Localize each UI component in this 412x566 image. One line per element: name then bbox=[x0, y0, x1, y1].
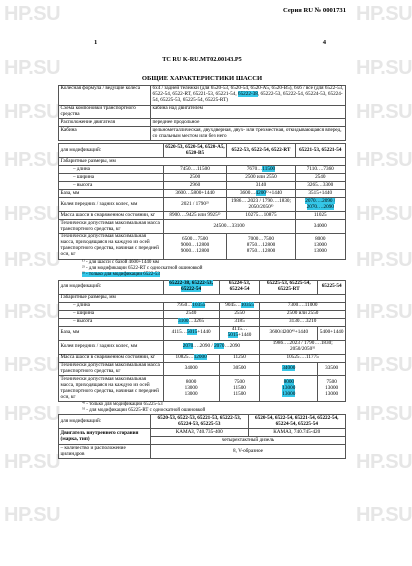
table-row bbox=[59, 376, 346, 402]
modification-cell: 6520-53, 6520-54, 6520-A5, 6520-B5 bbox=[163, 144, 227, 158]
text-segment: 11250 bbox=[233, 354, 246, 361]
table-cell bbox=[295, 190, 345, 198]
table-row bbox=[59, 294, 346, 302]
cell-line: 6500…7500 bbox=[182, 236, 208, 243]
row-label: – высота bbox=[59, 318, 164, 326]
row-label: Колея передних / задних колес, мм bbox=[59, 198, 164, 212]
text-segment: 13000 bbox=[325, 390, 339, 397]
highlighted-text: 10355 bbox=[240, 302, 254, 309]
text-segment: 11500 bbox=[233, 384, 246, 391]
spec-table-1 bbox=[58, 143, 346, 260]
table-cell bbox=[260, 326, 318, 340]
table-row bbox=[59, 326, 346, 340]
watermark: HP.SU bbox=[356, 203, 412, 225]
table-cell bbox=[318, 326, 346, 340]
general-table bbox=[58, 85, 346, 142]
text-segment: 1986….2023 / 1790….1830; 2050/2050³⁾ bbox=[231, 197, 291, 210]
text-segment: 13000 bbox=[325, 384, 339, 391]
table-cell bbox=[260, 340, 346, 354]
text-segment: ¹⁾+1440 bbox=[265, 189, 283, 196]
document-page bbox=[58, 6, 346, 459]
row-label: База, мм bbox=[59, 326, 164, 340]
modifications-label: для модификаций: bbox=[59, 415, 151, 429]
table-cell: 2960 bbox=[163, 182, 227, 190]
modifications-label: для модификаций: bbox=[59, 144, 164, 158]
text-segment: 1986….2023 / 1790….1830; 2050/2050⁵⁾ bbox=[272, 340, 333, 353]
text-segment: 7500 bbox=[326, 378, 337, 385]
text-segment: +1440 bbox=[238, 332, 252, 339]
text-segment: 2021 / 1790²⁾ bbox=[181, 200, 209, 207]
text-segment: …2090 bbox=[224, 343, 241, 350]
text-segment: 3600…5800+1440 bbox=[175, 189, 215, 196]
cell-line bbox=[320, 392, 344, 398]
table-cell: 2500 или 2550 bbox=[260, 310, 346, 318]
table-row bbox=[59, 85, 346, 105]
table-cell bbox=[295, 233, 345, 259]
text-segment: 5400+1440 bbox=[319, 329, 344, 336]
table-cell bbox=[219, 376, 260, 402]
watermark: HP.SU bbox=[4, 203, 61, 225]
row-label: – ширина bbox=[59, 174, 164, 182]
table-row bbox=[59, 280, 346, 294]
table-cell: 2500 или 2550 bbox=[227, 174, 295, 182]
table-cell: 2540 bbox=[295, 174, 345, 182]
modification-cell: 6522-53, 6522-54, 6522-RT bbox=[227, 144, 295, 158]
watermark: HP.SU bbox=[356, 57, 412, 79]
text-segment: 3600/4200⁴⁾+1440 bbox=[269, 329, 309, 336]
table-cell bbox=[260, 302, 346, 310]
table-cell: 8, V-образное bbox=[151, 445, 346, 459]
highlighted-text: 8000 bbox=[283, 378, 294, 385]
table-cell bbox=[163, 166, 227, 174]
text-segment: 7300….11000 bbox=[287, 302, 318, 309]
watermark: HP.SU bbox=[356, 249, 412, 271]
text-segment: 33500 bbox=[325, 365, 339, 371]
text-segment: 9045… bbox=[225, 302, 241, 309]
watermark: HP.SU bbox=[356, 354, 412, 376]
table-cell bbox=[260, 376, 318, 402]
table-cell bbox=[163, 376, 219, 402]
text-segment: ….2090 / bbox=[193, 343, 215, 350]
watermark: HP.SU bbox=[4, 504, 61, 526]
cell-line: 13000 bbox=[313, 248, 327, 255]
row-label: Масса шасси в снаряженном состоянии, кг bbox=[59, 212, 164, 220]
row-label: Кабина bbox=[59, 127, 151, 141]
cell-line: 7000…7500 bbox=[248, 236, 274, 243]
watermark: HP.SU bbox=[4, 3, 61, 25]
watermark: HP.SU bbox=[356, 504, 412, 526]
table-cell bbox=[295, 198, 345, 212]
spec-table-3 bbox=[58, 414, 346, 459]
table-cell bbox=[318, 376, 346, 402]
modifications-label: для модификаций: bbox=[59, 280, 164, 294]
table-cell bbox=[227, 198, 295, 212]
text-segment: переднее продольное bbox=[152, 118, 200, 125]
text-segment: 3515+1440 bbox=[308, 189, 333, 196]
text-segment: ⁴⁾ - только для модификации 65225-53 bbox=[82, 402, 163, 408]
table-cell bbox=[227, 166, 295, 174]
text-segment: +1440 bbox=[197, 329, 211, 336]
text-segment: ²⁾ - для модификации 6522-RT с односкатной ошиновкой bbox=[82, 265, 203, 271]
table-cell bbox=[219, 302, 260, 310]
table-row bbox=[59, 105, 346, 119]
highlighted-text: 5015 bbox=[186, 329, 198, 336]
text-segment: кабина над двигателем bbox=[152, 105, 203, 112]
row-label: – количество и расположение цилиндров bbox=[59, 445, 151, 459]
cell-line: 13000 bbox=[313, 242, 327, 249]
table-row bbox=[59, 174, 346, 182]
table-cell: 2550 bbox=[219, 310, 260, 318]
left-number: 1 bbox=[94, 38, 98, 46]
row-label: Колея передних / задних колес, мм bbox=[59, 340, 164, 354]
text-segment: 11500 bbox=[233, 390, 246, 397]
cell-line bbox=[221, 392, 258, 398]
table-row bbox=[59, 429, 346, 437]
table-row bbox=[59, 220, 346, 234]
modification-cell bbox=[219, 280, 260, 294]
highlighted-text: 10355 bbox=[192, 302, 206, 309]
cell-line: 8750…12800 bbox=[246, 242, 276, 249]
table-cell: 11025 bbox=[295, 212, 345, 220]
table-row bbox=[59, 144, 346, 158]
spec-table-2 bbox=[58, 280, 346, 402]
row-label: Технически допустимая максимальная масса транспортного средства, кг bbox=[59, 362, 164, 376]
text-segment: , 65222-53, 65222-54, 65224-53, 65224-54, 65225-53, 65225-54, 65225-RT) bbox=[152, 91, 343, 104]
watermark: HP.SU bbox=[356, 101, 412, 123]
cell-line: 8000 bbox=[315, 236, 326, 243]
row-label: Расположение двигателя bbox=[59, 119, 151, 127]
highlighted-text: 12000 bbox=[193, 354, 207, 361]
row-value bbox=[151, 127, 346, 141]
text-segment: 7500 bbox=[234, 378, 245, 385]
watermark: HP.SU bbox=[4, 451, 61, 473]
text-segment: 7670… bbox=[246, 165, 263, 172]
watermark: HP.SU bbox=[4, 249, 61, 271]
row-value bbox=[151, 85, 346, 105]
table-row bbox=[59, 362, 346, 376]
highlighted-text: 4200 bbox=[255, 189, 266, 196]
watermark: HP.SU bbox=[4, 403, 61, 425]
text-segment: 34000 bbox=[184, 365, 198, 371]
table-cell: 2540 bbox=[163, 310, 219, 318]
row-label: – ширина bbox=[59, 310, 164, 318]
table-row bbox=[59, 166, 346, 174]
table-row bbox=[59, 212, 346, 220]
watermark: HP.SU bbox=[4, 101, 61, 123]
table-cell bbox=[163, 302, 219, 310]
table-cell bbox=[295, 166, 345, 174]
table-row bbox=[59, 354, 346, 362]
watermark: HP.SU bbox=[4, 354, 61, 376]
modification-cell: 6520-54, 6522-54, 65221-54, 65222-54, 65224-54, 65225-54 bbox=[248, 415, 346, 429]
table-row bbox=[59, 127, 346, 141]
table-row bbox=[59, 190, 346, 198]
text-segment: 3185 bbox=[234, 318, 245, 325]
table-cell: четырехтактный дизель bbox=[151, 437, 346, 445]
highlighted-text: ³⁾ - только для модификации 6522-53 bbox=[82, 271, 160, 277]
text-segment: 7450….11500 bbox=[180, 165, 210, 172]
highlighted-text: 2070….2090 / 2070….2090 bbox=[305, 197, 336, 210]
table-row bbox=[59, 340, 346, 354]
watermark: HP.SU bbox=[356, 451, 412, 473]
highlighted-text: 3100 bbox=[178, 318, 189, 325]
highlighted-text: 65222-38 bbox=[237, 91, 258, 98]
modification-cell bbox=[318, 280, 346, 294]
row-label: Технически допустимая максимальная масса, приходящаяся на каждую из осей транспортного средства, начиная с передней оси, кг bbox=[59, 233, 164, 259]
table-cell bbox=[163, 354, 219, 362]
modification-cell bbox=[163, 280, 219, 294]
table-cell bbox=[163, 190, 227, 198]
table-cell bbox=[227, 233, 295, 259]
text-segment: 3130….3210 bbox=[289, 318, 317, 325]
watermark: HP.SU bbox=[4, 149, 61, 171]
table-row bbox=[59, 310, 346, 318]
table-cell bbox=[260, 362, 318, 376]
highlighted-text: 13000 bbox=[282, 384, 296, 391]
row-label: – высота bbox=[59, 182, 164, 190]
text-segment: 7110….7360 bbox=[306, 165, 334, 172]
table-cell bbox=[219, 362, 260, 376]
cell-line: 9000…12800 bbox=[180, 248, 210, 255]
text-segment: 65224-53, 65224-54 bbox=[228, 280, 251, 293]
serial-number: Серия RU № 0001731 bbox=[283, 7, 346, 14]
page-numbers bbox=[58, 39, 346, 47]
text-segment: 10525….11775 bbox=[286, 354, 319, 361]
text-segment: 4115… bbox=[171, 329, 187, 336]
table-row bbox=[59, 302, 346, 310]
modification-cell: 65221-53, 65221-54 bbox=[295, 144, 345, 158]
row-label: Габаритные размеры, мм bbox=[59, 294, 346, 302]
watermark: HP.SU bbox=[356, 403, 412, 425]
table-cell: 34000 bbox=[295, 220, 345, 234]
table-row bbox=[59, 233, 346, 259]
highlighted-text: 5015 bbox=[227, 332, 239, 339]
text-segment: ⁵⁾ - для модификации 65225-RT с односкатной ошиновкой bbox=[82, 408, 206, 414]
table-cell bbox=[219, 354, 260, 362]
modification-cell bbox=[260, 280, 318, 294]
text-segment: 4115… bbox=[231, 326, 248, 333]
table-row bbox=[59, 182, 346, 190]
table-row bbox=[59, 318, 346, 326]
table-cell: 3140 bbox=[227, 182, 295, 190]
text-segment: …3265 bbox=[188, 318, 205, 325]
document-code: TC RU K-RU.MT02.00143.P5 bbox=[162, 55, 242, 63]
cell-line bbox=[262, 392, 316, 398]
table-row bbox=[59, 445, 346, 459]
highlighted-text: 11500 bbox=[262, 165, 276, 172]
table-cell: 8900….9425 или 9925²⁾ bbox=[163, 212, 227, 220]
table-cell bbox=[163, 340, 260, 354]
cell-line bbox=[165, 392, 217, 398]
table-cell bbox=[163, 362, 219, 376]
table-cell bbox=[318, 362, 346, 376]
watermark: HP.SU bbox=[356, 3, 412, 25]
text-segment: ¹⁾ - для шасси с базой 4600+1440 мм bbox=[82, 259, 159, 265]
row-value bbox=[151, 105, 346, 119]
row-label: Габаритные размеры, мм bbox=[59, 158, 346, 166]
table-cell bbox=[219, 318, 260, 326]
highlighted-text: 34000 bbox=[282, 365, 296, 371]
row-label: – длина bbox=[59, 166, 164, 174]
text-segment: 65225-53, 65225-54, 65225-RT bbox=[266, 280, 311, 293]
table-cell: 10275…10875 bbox=[227, 212, 295, 220]
table-cell: 3265…3300 bbox=[295, 182, 345, 190]
text-segment: 8000 bbox=[185, 378, 197, 385]
table-row bbox=[59, 119, 346, 127]
page-title: ОБЩИЕ ХАРАКТЕРИСТИКИ ШАССИ bbox=[141, 74, 263, 82]
table-cell bbox=[260, 318, 346, 326]
right-number: 4 bbox=[322, 38, 326, 46]
table-row bbox=[59, 158, 346, 166]
table-cell bbox=[163, 233, 227, 259]
row-label: Колесная формула / ведущие колеса bbox=[59, 85, 151, 105]
table-cell bbox=[163, 198, 227, 212]
cell-line: 9000…12800 bbox=[180, 242, 210, 249]
table-row bbox=[59, 198, 346, 212]
row-label: Технически допустимая максимальная масса, приходящаяся на каждую из осей транспортного средства, начиная с передней оси, кг bbox=[59, 376, 164, 402]
text-segment: цельнометаллическая, двухдверная, двух- или трехместная, откидывающаяся вперед, со спальным местом или без него bbox=[152, 126, 342, 139]
highlighted-text: 2070 bbox=[214, 343, 225, 350]
table-cell bbox=[260, 354, 346, 362]
row-label: Технически допустимая максимальная масса транспортного средства, кг bbox=[59, 220, 164, 234]
text-segment: 3600… bbox=[239, 189, 256, 196]
text-segment: 6х4 / задней тележки (для 6520-53, 6520-54, 6520-A5, 6520-B5), 6х6 / все (для 6522-53, 6522-54, 6522-RT, 65221-53, 65221-54, bbox=[152, 85, 344, 98]
text-segment: 10825… bbox=[175, 354, 194, 361]
watermark: HP.SU bbox=[356, 149, 412, 171]
table-cell: 2500 bbox=[163, 174, 227, 182]
row-label: – длина bbox=[59, 302, 164, 310]
modification-cell: 6520-53, 6522-53, 65221-53, 65222-53, 65224-53, 65225-53 bbox=[151, 415, 249, 429]
row-label: Двигатель внутреннего сгорания (марка, тип) bbox=[59, 429, 151, 445]
row-value bbox=[151, 119, 346, 127]
table-cell bbox=[163, 326, 219, 340]
table-cell: КАМАЗ, 740.735-400 bbox=[151, 429, 249, 437]
text-segment: 65225-54 bbox=[321, 283, 342, 290]
watermark: HP.SU bbox=[4, 57, 61, 79]
text-segment: 7950… bbox=[176, 302, 193, 309]
table-cell bbox=[219, 326, 260, 340]
text-segment: 13000 bbox=[184, 384, 198, 391]
highlighted-text: 65222-38, 65222-53, 65222-54 bbox=[169, 280, 213, 293]
watermark: HP.SU bbox=[356, 301, 412, 323]
row-label: База, мм bbox=[59, 190, 164, 198]
highlighted-text: 13000 bbox=[282, 390, 296, 397]
row-label: Схема компоновки транспортного средства bbox=[59, 105, 151, 119]
text-segment: 30500 bbox=[233, 365, 246, 371]
table-cell bbox=[227, 190, 295, 198]
text-segment: 13000 bbox=[184, 390, 198, 397]
highlighted-text: 2070 bbox=[182, 343, 194, 350]
row-label: Масса шасси в снаряженном состоянии, кг bbox=[59, 354, 164, 362]
table-cell: 24500…33100 bbox=[163, 220, 295, 234]
table-row bbox=[59, 415, 346, 429]
table-cell bbox=[163, 318, 219, 326]
table-cell: КАМАЗ, 740.745-420 bbox=[248, 429, 346, 437]
cell-line: 8750…12800 bbox=[246, 248, 276, 255]
watermark: HP.SU bbox=[4, 301, 61, 323]
footnote bbox=[58, 272, 346, 278]
